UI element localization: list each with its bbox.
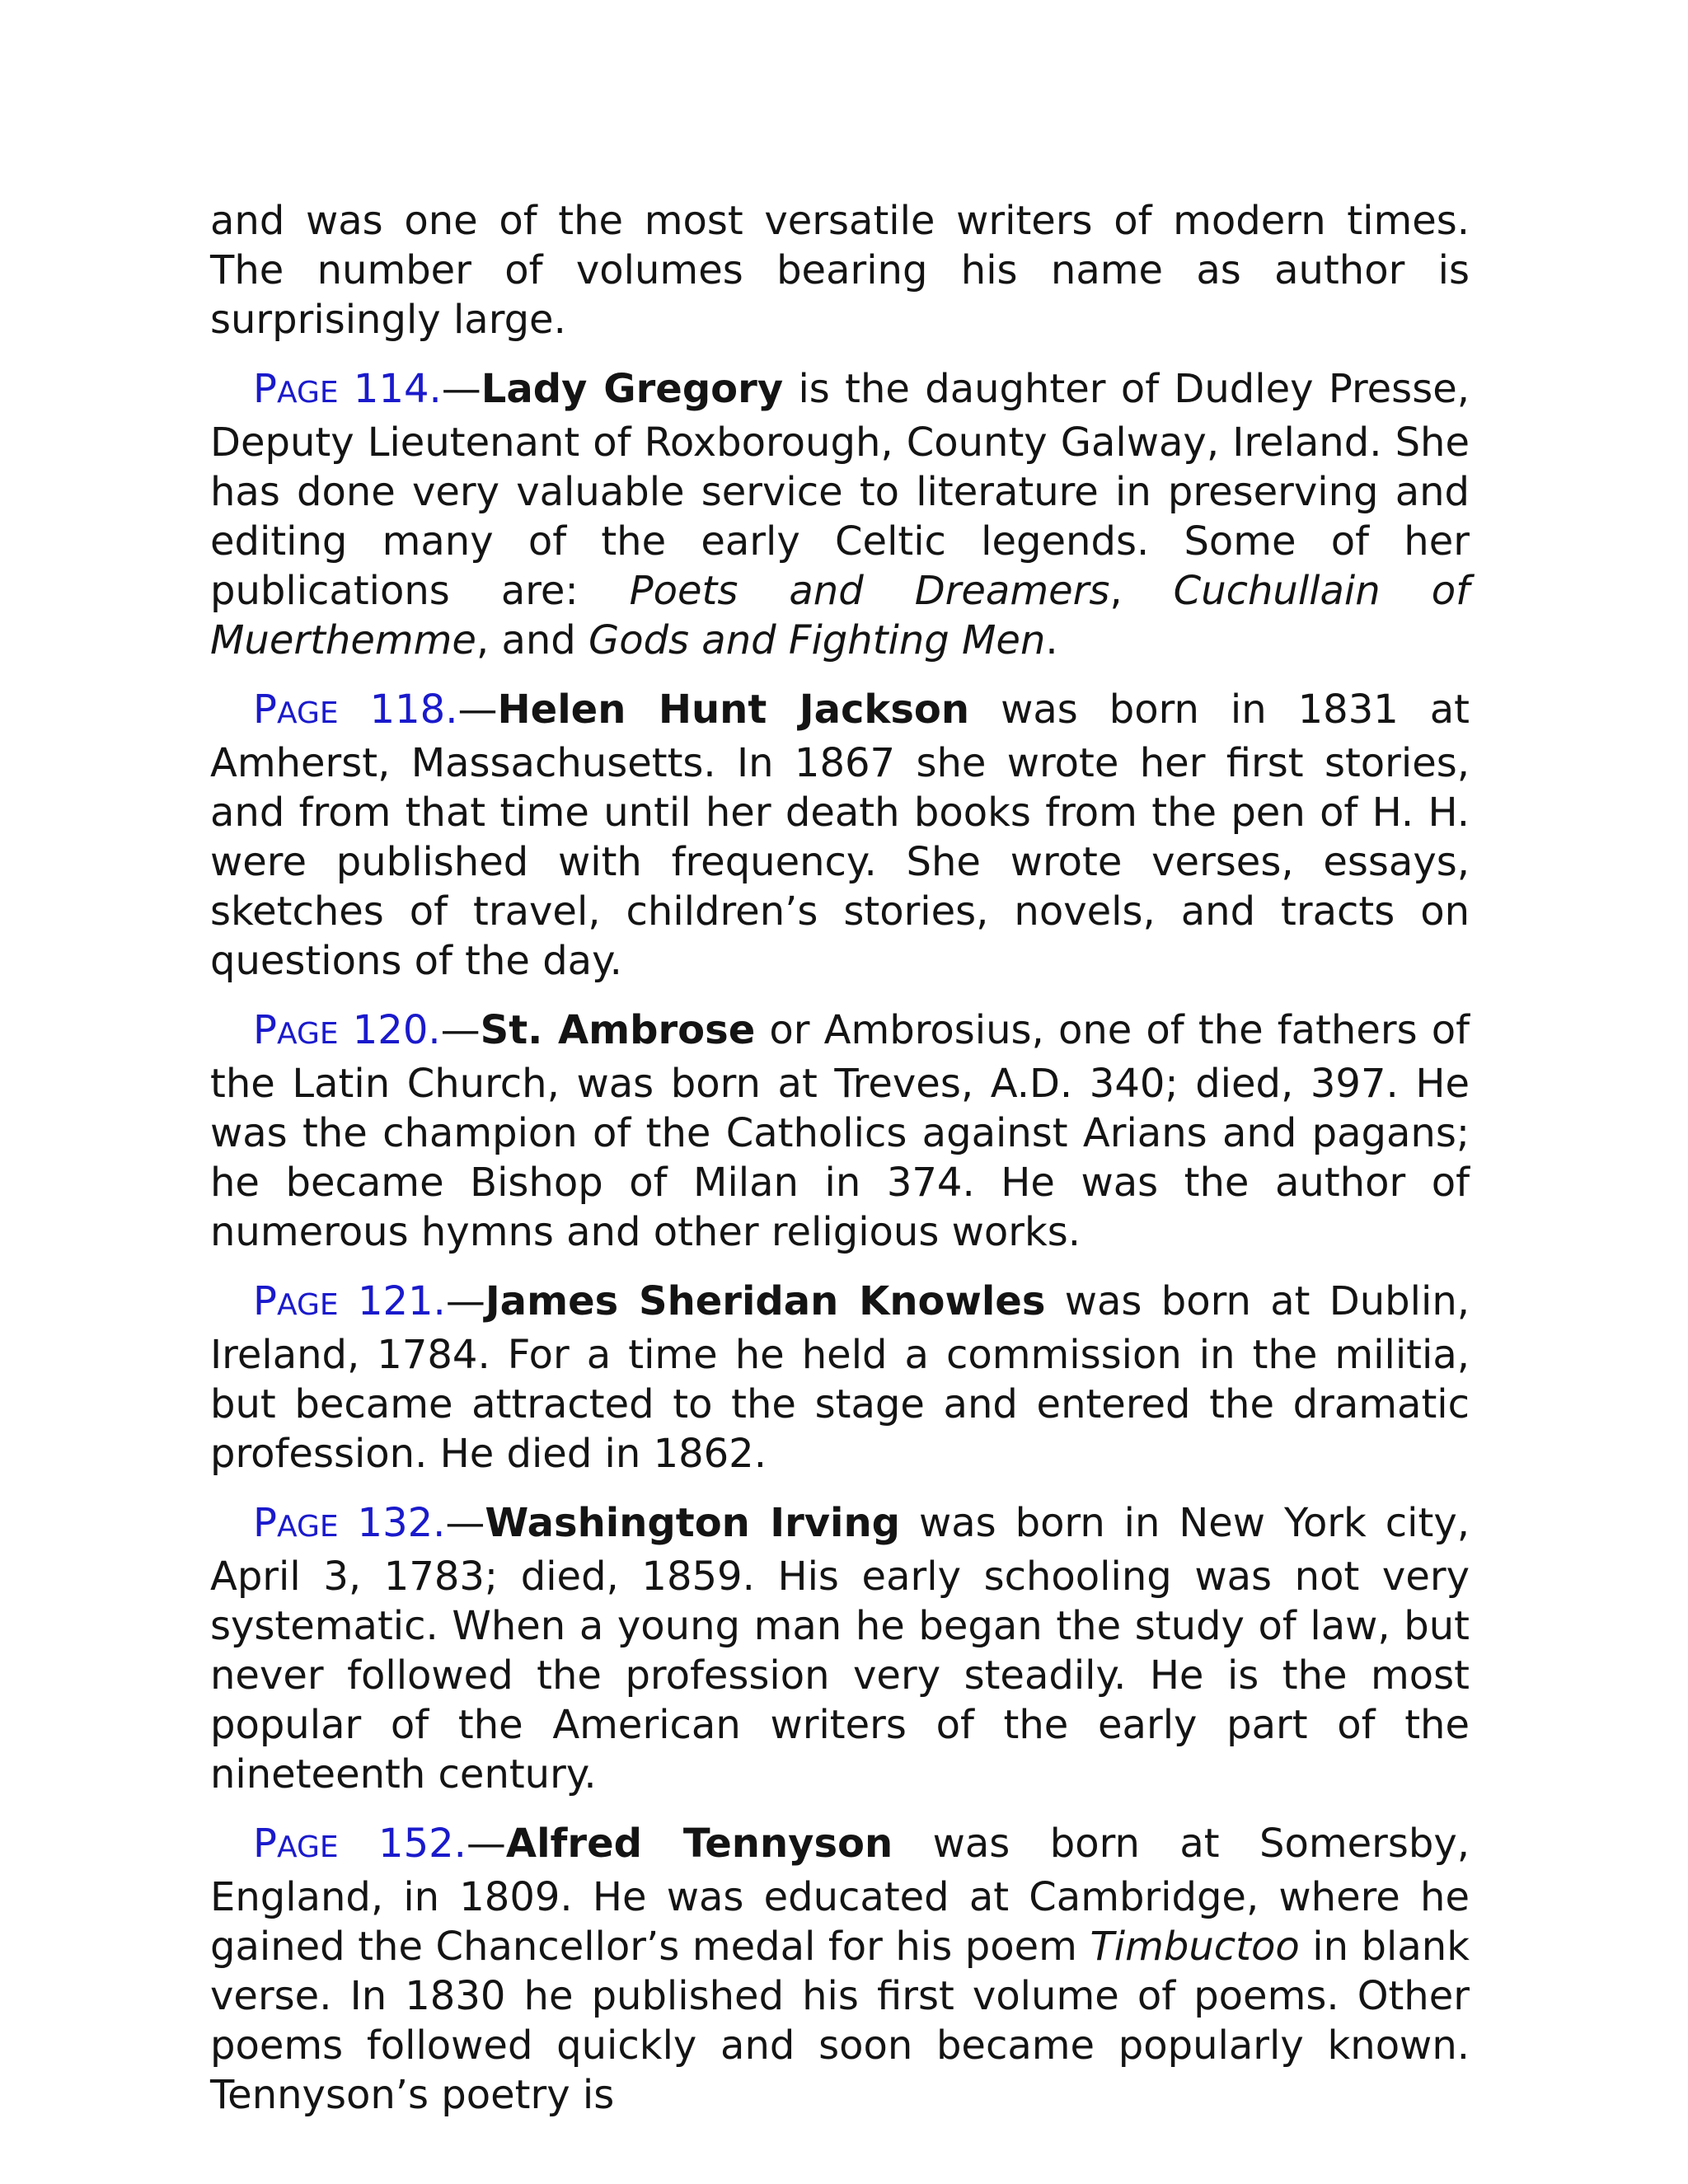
note-helen-hunt-jackson: PAGE 118.—Helen Hunt Jackson was born in 1831 at Amherst, Massachusetts. In 1867 she wrote her first stories, and from that time until her death books from the pen of H. H. were published with frequency. She wrote verses, essays, sketches of travel, children’s stories, novels, and tracts on questions of the day. (210, 687, 1470, 984)
continued-paragraph: and was one of the most versatile writers of modern times. The number of volumes bearing his name as author is surprisingly large. (210, 198, 1470, 343)
book-title: Timbuctoo (1090, 1924, 1300, 1970)
author-name: Alfred Tennyson (505, 1821, 893, 1867)
author-name: James Sheridan Knowles (485, 1278, 1046, 1324)
note-james-sheridan-knowles: PAGE 121.—James Sheridan Knowles was born at Dublin, Ireland, 1784. For a time he held a commission in the militia, but became attracted to the stage and entered the dramatic profession. He died in 1862. (210, 1278, 1470, 1477)
note-washington-irving: PAGE 132.—Washington Irving was born in New York city, April 3, 1783; died, 1859. His early schooling was not very systematic. When a young man he began the study of law, but never followed the profession very steadily. He is the most popular of the American writers of the early part of the nineteenth century. (210, 1500, 1470, 1797)
page-reference-link[interactable]: PAGE 118. (253, 687, 458, 733)
book-title: Cuchullain of Muerthemme (210, 568, 1470, 663)
page-reference-link[interactable]: PAGE 152. (253, 1821, 467, 1867)
book-title: Poets and Dreamers (629, 568, 1110, 614)
note-lady-gregory: PAGE 114.—Lady Gregory is the daughter of Dudley Presse, Deputy Lieutenant of Roxborough, County Galway, Ireland. She has done very valuable service to literature in preserving and editing many of the early Celtic legends. Some of her publications are: Poets and Dreamers, Cuchullain of Muerthemme, and Gods and Fighting Men. (210, 366, 1470, 663)
page-reference-link[interactable]: PAGE 132. (253, 1500, 446, 1546)
author-name: Washington Irving (485, 1500, 901, 1546)
note-st-ambrose: PAGE 120.—St. Ambrose or Ambrosius, one of the fathers of the Latin Church, was born at Treves, A.D. 340; died, 397. He was the champion of the Catholics against Arians and pagans; he became Bishop of Milan in 374. He was the author of numerous hymns and other religious works. (210, 1007, 1470, 1255)
author-name: St. Ambrose (480, 1007, 756, 1053)
note-alfred-tennyson: PAGE 152.—Alfred Tennyson was born at Somersby, England, in 1809. He was educated at Cambridge, where he gained the Chancellor’s medal for his poem Timbuctoo in blank verse. In 1830 he published his first volume of poems. Other poems followed quickly and soon became popularly known. Tennyson’s poetry is (210, 1821, 1470, 2118)
book-title: Gods and Fighting Men (588, 617, 1046, 663)
document-page (210, 196, 1470, 2139)
page-reference-link[interactable]: PAGE 121. (253, 1278, 446, 1324)
page-reference-link[interactable]: PAGE 114. (253, 366, 442, 412)
page-reference-link[interactable]: PAGE 120. (253, 1007, 441, 1053)
author-name: Helen Hunt Jackson (497, 687, 970, 733)
author-name: Lady Gregory (481, 366, 784, 412)
